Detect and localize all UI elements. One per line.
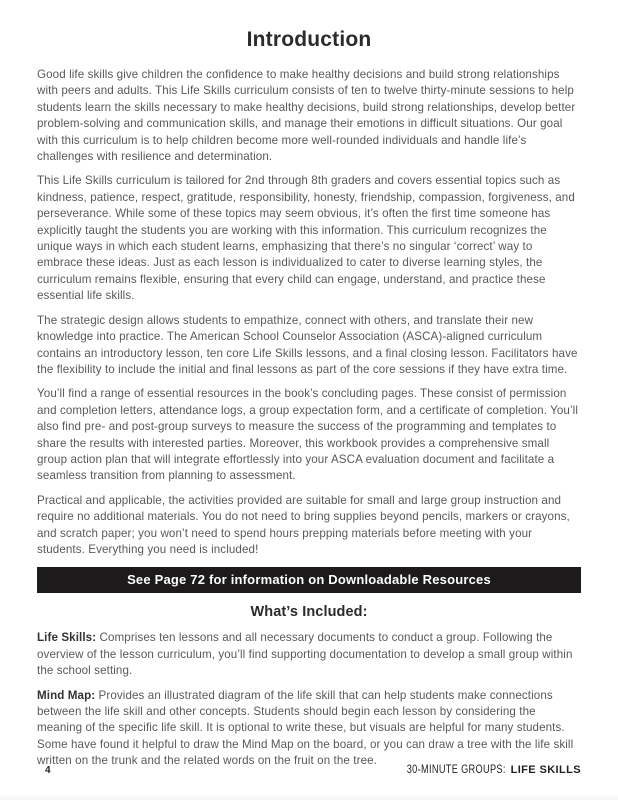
intro-paragraph-1: Good life skills give children the confidence to make healthy decisions and build strong relationships with peers and adults. This Life Skills curriculum consists of ten to twelve thirty-minute sessions to help students learn the skills necessary to make healthy decisions, build strong relationships, develop better problem-solving and communication skills, and manage their emotions in difficult situations. Our goal with this curriculum is to help children become more well-rounded individuals and handle life’s challenges with resilience and determination. xyxy=(37,68,576,164)
mind-map-section xyxy=(37,688,581,770)
life-skills-label: Life Skills: xyxy=(37,631,97,645)
intro-paragraph-4: You’ll find a range of essential resources in the book’s concluding pages. These consist of permission and completion letters, attendance logs, a group expectation form, and a certificate of completion. You’ll also find pre- and post-group surveys to measure the success of the programming and templates to share the results with interested parties. Moreover, this workbook provides a comprehensive small group action plan that will integrate effortlessly into your ASCA evaluation document and facilitate a seamless transition from planning to assessment. xyxy=(37,387,579,483)
intro-paragraph-2: This Life Skills curriculum is tailored for 2nd through 8th graders and covers essential topics such as kindness, patience, respect, gratitude, responsibility, honesty, friendship, compassion, forgiveness, and perseverance. While some of these topics may seem obvious, it’s often the first time someone has explicitly taught the students you are working with this information. This curriculum recognizes the unique ways in which each student learns, emphasizing that there’s no singular ‘correct’ way to embrace these ideas. Just as each lesson is individualized to cater to diverse learning styles, the curriculum remains flexible, ensuring that every child can engage, understand, and practice these essential life skills. xyxy=(37,174,575,303)
whats-included-heading: What’s Included: xyxy=(250,604,368,621)
series-title: 30-MINUTE GROUPS: xyxy=(407,764,507,776)
page-title: Introduction xyxy=(246,28,372,51)
intro-paragraph-5: Practical and applicable, the activities provided are suitable for small and large group instruction and require no additional materials. You do not need to bring supplies beyond pencils, markers or crayons, and scratch paper; you won’t need to spend hours prepping materials before meeting with your students. Everything you need is included! xyxy=(37,493,570,556)
life-skills-text: Comprises ten lessons and all necessary documents to conduct a group. Following the overview of the lesson curriculum, you’ll find supporting documentation to develop a small group within the school setting. xyxy=(37,631,573,678)
life-skills-section xyxy=(37,630,581,679)
mind-map-label: Mind Map: xyxy=(37,688,96,702)
mind-map-text: Provides an illustrated diagram of the life skill that can help students make connections between the life skill and other concepts. Students should begin each lesson by considering the meaning of the specific life skill. It is optional to write these, but visuals are helpful for many students. Some have found it helpful to draw the Mind Map on the board, or you can draw a tree with the life skill written on the trunk and the related words on the fruit on the tree. xyxy=(37,688,574,768)
page-number: 4 xyxy=(45,765,51,776)
intro-paragraph-3: The strategic design allows students to empathize, connect with others, and translate their new knowledge into practice. The American School Counselor Association (ASCA)-aligned curriculum contains an introductory lesson, ten core Life Skills lessons, and a final closing lesson. Facilitators have the flexibility to include the initial and final lessons as part of the core sessions if they have extra time. xyxy=(37,313,578,376)
running-title xyxy=(382,760,581,778)
book-title: LIFE SKILLS xyxy=(510,764,581,776)
downloadable-resources-banner: See Page 72 for information on Downloadable Resources xyxy=(37,567,581,593)
page-bottom-shadow xyxy=(0,794,618,800)
page-footer xyxy=(37,760,581,778)
